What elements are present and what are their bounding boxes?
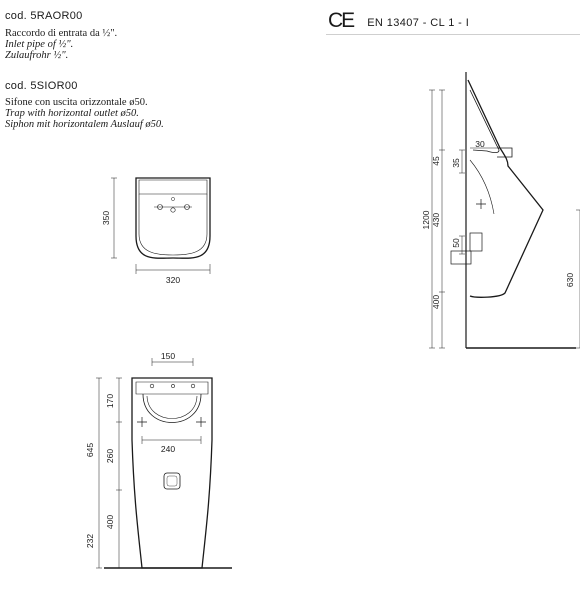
front-mid-label: 260: [105, 448, 115, 464]
front-lower-label: 400: [105, 514, 115, 530]
front-inlet-spacing-label: 150: [160, 351, 176, 361]
side-top-label: 45: [431, 156, 441, 166]
front-view-drawing: [96, 358, 232, 568]
side-view-drawing: [429, 72, 580, 348]
trap-desc-german: Siphon mit horizontalem Auslauf ø50.: [5, 119, 164, 130]
trap-desc-italian: Sifone con uscita orizzontale ø50.: [5, 97, 148, 108]
side-inlet-offset-label: 35: [451, 158, 461, 168]
top-depth-label: 350: [101, 210, 111, 226]
front-floor-label: 232: [85, 533, 95, 549]
ce-mark-icon: CE: [328, 9, 354, 32]
product-code-trap: cod. 5SIOR00: [5, 80, 78, 92]
side-floor-label: 400: [431, 294, 441, 310]
front-fixing-width-label: 240: [160, 444, 176, 454]
inlet-desc-italian: Raccordo di entrata da ½".: [5, 28, 118, 39]
inlet-desc-english: Inlet pipe of ½".: [5, 39, 74, 50]
top-width-label: 320: [165, 275, 181, 285]
top-view-drawing: [111, 178, 210, 274]
side-outlet-label: 50: [451, 238, 461, 248]
trap-desc-english: Trap with horizontal outlet ø50.: [5, 108, 139, 119]
inlet-desc-german: Zulaufrohr ½".: [5, 50, 69, 61]
side-mid-label: 430: [431, 212, 441, 228]
product-code-inlet: cod. 5RAOR00: [5, 10, 83, 22]
side-front-height-label: 630: [565, 272, 575, 288]
side-total-label: 1200: [421, 210, 431, 230]
front-total-label: 645: [85, 442, 95, 458]
side-inlet-depth-label: 30: [475, 139, 485, 149]
certification-standard: EN 13407 - CL 1 - I: [367, 17, 470, 29]
front-top-label: 170: [105, 393, 115, 409]
